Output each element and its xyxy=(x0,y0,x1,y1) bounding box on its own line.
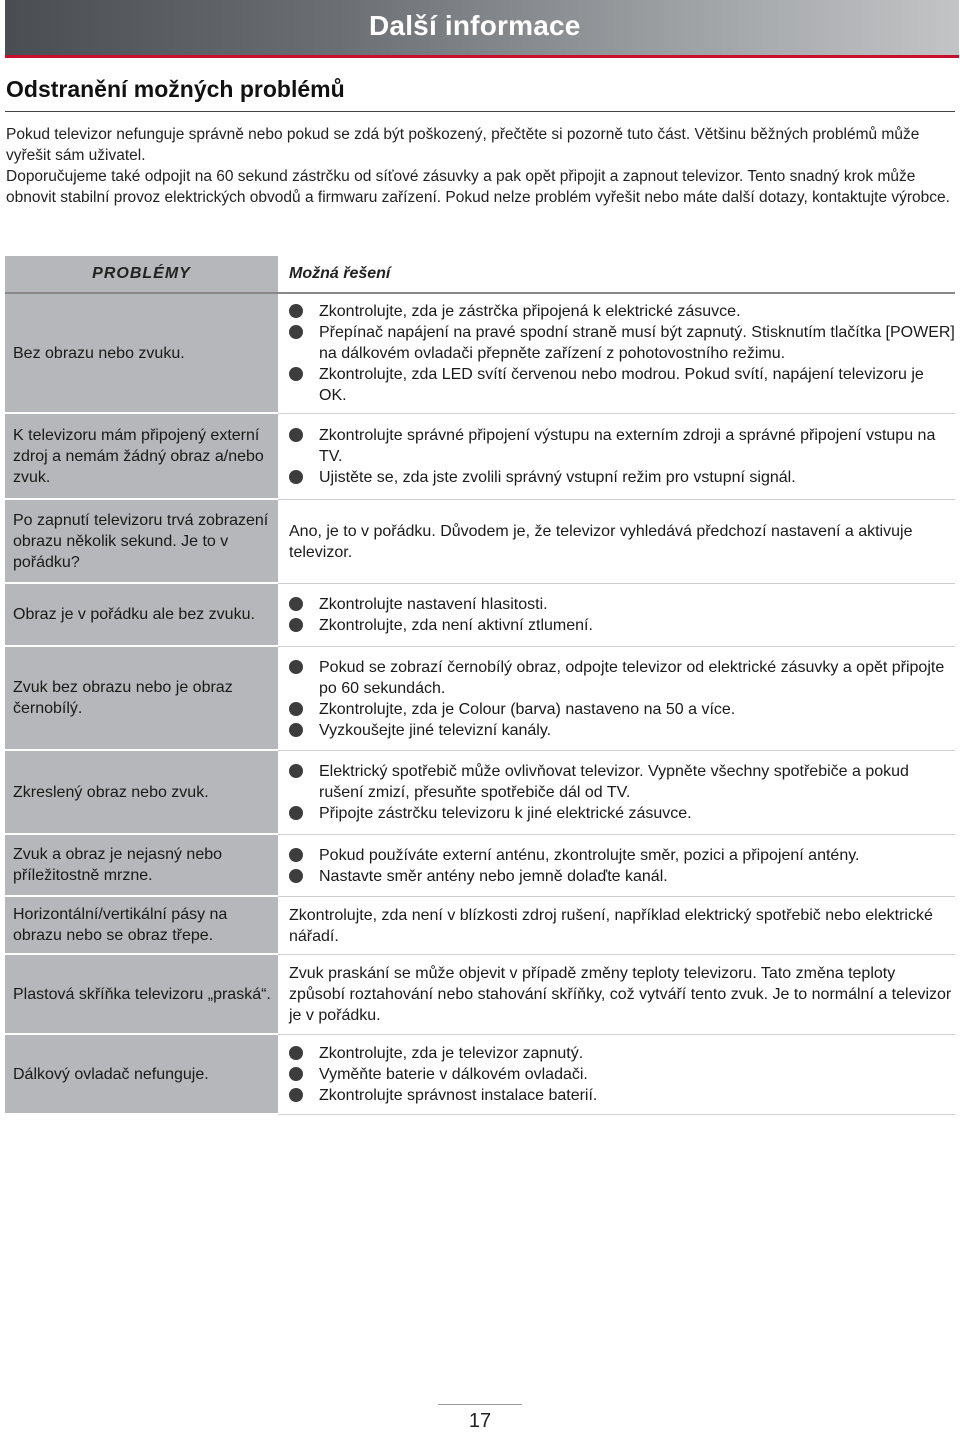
solution-cell xyxy=(278,500,955,584)
solution-bullet xyxy=(289,467,955,488)
solution-bullet xyxy=(289,1043,955,1064)
bullet-icon xyxy=(289,848,303,862)
solution-bullet xyxy=(289,615,955,636)
intro-paragraph: Pokud televizor nefunguje správně nebo pokud se zdá být poškozený, přečtěte si pozorně tuto část. Většinu běžných problémů může vyřešit sám uživatel. xyxy=(6,126,920,164)
solution-bullet xyxy=(289,761,955,803)
bullet-icon xyxy=(289,470,303,484)
bullet-icon xyxy=(289,428,303,442)
bullet-icon xyxy=(289,1088,303,1102)
footer-rule xyxy=(438,1404,522,1405)
problem-cell: Bez obrazu nebo zvuku. xyxy=(5,294,278,414)
solution-bullet xyxy=(289,657,955,699)
solution-cell xyxy=(278,414,955,500)
table-row xyxy=(5,955,955,1035)
bullet-icon xyxy=(289,325,303,339)
table-row xyxy=(5,500,955,584)
solution-cell xyxy=(278,647,955,751)
solution-text: Zvuk praskání se může objevit v případě změny teploty televizoru. Tato změna teploty způsobí roztahování nebo stahování skříňky, což vytváří tento zvuk. Je to normální a televizor je v pořádku. xyxy=(289,965,952,1024)
solution-text: Zkontrolujte, zda je televizor zapnutý. xyxy=(319,1045,584,1062)
table-header-row xyxy=(5,256,955,294)
bullet-icon xyxy=(289,869,303,883)
chapter-title: Další informace xyxy=(369,10,581,41)
solution-cell xyxy=(278,1035,955,1115)
table-row xyxy=(5,1035,955,1115)
problem-cell: Zvuk bez obrazu nebo je obraz černobílý. xyxy=(5,647,278,751)
solution-text: Zkontrolujte, zda LED svítí červenou nebo modrou. Pokud svítí, napájení televizoru je OK. xyxy=(319,366,924,404)
solution-cell xyxy=(278,751,955,835)
problem-cell: Plastová skříňka televizoru „praská“. xyxy=(5,955,278,1035)
solution-bullet xyxy=(289,1085,955,1106)
solution-text: Zkontrolujte správnost instalace baterií. xyxy=(319,1087,598,1104)
solution-text: Elektrický spotřebič může ovlivňovat televizor. Vypněte všechny spotřebiče a pokud rušení zmizí, přesuňte spotřebiče dál od TV. xyxy=(319,763,909,801)
table-row xyxy=(5,414,955,500)
solution-text: Pokud se zobrazí černobílý obraz, odpojte televizor od elektrické zásuvky a opět připojte po 60 sekundách. xyxy=(319,658,945,697)
solution-text: Připojte zástrčku televizoru k jiné elektrické zásuvce. xyxy=(319,805,692,822)
problems-column-header: PROBLÉMY xyxy=(5,256,278,294)
problem-cell: Zvuk a obraz je nejasný nebo příležitostně mrzne. xyxy=(5,835,278,897)
solution-cell xyxy=(278,584,955,647)
solution-text: Zkontrolujte, zda je Colour (barva) nastaveno na 50 a více. xyxy=(319,700,736,718)
solution-bullet xyxy=(289,699,955,720)
solution-text: Zkontrolujte, zda není aktivní ztlumení. xyxy=(319,617,593,634)
solution-text: Nastavte směr antény nebo jemně dolaďte kanál. xyxy=(319,867,668,885)
solution-text: Pokud používáte externí anténu, zkontrolujte směr, pozici a připojení antény. xyxy=(319,846,860,864)
table-row xyxy=(5,897,955,955)
solutions-column-header: Možná řešení xyxy=(278,256,955,294)
solution-text: Zkontrolujte, zda je zástrčka připojená k elektrické zásuvce. xyxy=(319,303,741,320)
problem-cell: Dálkový ovladač nefunguje. xyxy=(5,1035,278,1115)
solution-text: Zkontrolujte, zda není v blízkosti zdroj rušení, například elektrický spotřebič nebo elektrické nářadí. xyxy=(289,906,933,945)
solution-text: Ujistěte se, zda jste zvolili správný vstupní režim pro vstupní signál. xyxy=(319,469,796,486)
bullet-icon xyxy=(289,702,303,716)
solution-bullet xyxy=(289,866,955,887)
troubleshooting-table xyxy=(5,256,955,1115)
bullet-icon xyxy=(289,1046,303,1060)
solution-bullet xyxy=(289,720,955,741)
intro-text xyxy=(6,124,951,208)
solution-text: Vyzkoušejte jiné televizní kanály. xyxy=(319,721,552,739)
problem-cell: Horizontální/vertikální pásy na obrazu nebo se obraz třepe. xyxy=(5,897,278,955)
solution-cell xyxy=(278,897,955,955)
solution-text: Zkontrolujte správné připojení výstupu na externím zdroji a správné připojení vstupu na TV. xyxy=(319,427,936,465)
bullet-icon xyxy=(289,764,303,778)
solution-bullet xyxy=(289,594,955,615)
table-row xyxy=(5,647,955,751)
section-title: Odstranění možných problémů xyxy=(6,76,345,102)
table-row xyxy=(5,584,955,647)
table-row xyxy=(5,751,955,835)
bullet-icon xyxy=(289,1067,303,1081)
solution-cell xyxy=(278,955,955,1035)
bullet-icon xyxy=(289,806,303,820)
solution-bullet xyxy=(289,301,955,322)
solution-cell xyxy=(278,835,955,897)
table-row xyxy=(5,294,955,414)
problem-cell: Obraz je v pořádku ale bez zvuku. xyxy=(5,584,278,647)
bullet-icon xyxy=(289,618,303,632)
bullet-icon xyxy=(289,723,303,737)
solution-text: Přepínač napájení na pravé spodní straně musí být zapnutý. Stisknutím tlačítka [POWER] na dálkovém ovladači přepněte zařízení z pohotovostního režimu. xyxy=(319,324,955,362)
problem-cell: Po zapnutí televizoru trvá zobrazení obrazu několik sekund. Je to v pořádku? xyxy=(5,500,278,584)
solution-bullet xyxy=(289,803,955,824)
table-row xyxy=(5,835,955,897)
page-number: 17 xyxy=(468,1410,492,1432)
solution-bullet xyxy=(289,364,955,406)
header-accent-rule xyxy=(5,55,959,58)
solution-text: Zkontrolujte nastavení hlasitosti. xyxy=(319,596,548,613)
bullet-icon xyxy=(289,304,303,318)
problem-cell: K televizoru mám připojený externí zdroj a nemám žádný obraz a/nebo zvuk. xyxy=(5,414,278,500)
solution-text: Ano, je to v pořádku. Důvodem je, že televizor vyhledává předchozí nastavení a aktivuje televizor. xyxy=(289,522,913,561)
bullet-icon xyxy=(289,660,303,674)
solution-bullet xyxy=(289,1064,955,1085)
solution-bullet xyxy=(289,425,955,467)
solution-bullet xyxy=(289,322,955,364)
solution-bullet xyxy=(289,845,955,866)
solution-cell xyxy=(278,294,955,414)
solution-text: Vyměňte baterie v dálkovém ovladači. xyxy=(319,1066,588,1083)
section-title-rule xyxy=(5,111,955,112)
bullet-icon xyxy=(289,367,303,381)
intro-paragraph: Doporučujeme také odpojit na 60 sekund zástrčku od síťové zásuvky a pak opět připojit a zapnout televizor. Tento snadný krok může obnovit stabilní provoz elektrických obvodů a firmwaru zařízení. Pokud nelze problém vyřešit nebo máte další dotazy, kontaktujte výrobce. xyxy=(6,168,950,206)
problem-cell: Zkreslený obraz nebo zvuk. xyxy=(5,751,278,835)
bullet-icon xyxy=(289,597,303,611)
